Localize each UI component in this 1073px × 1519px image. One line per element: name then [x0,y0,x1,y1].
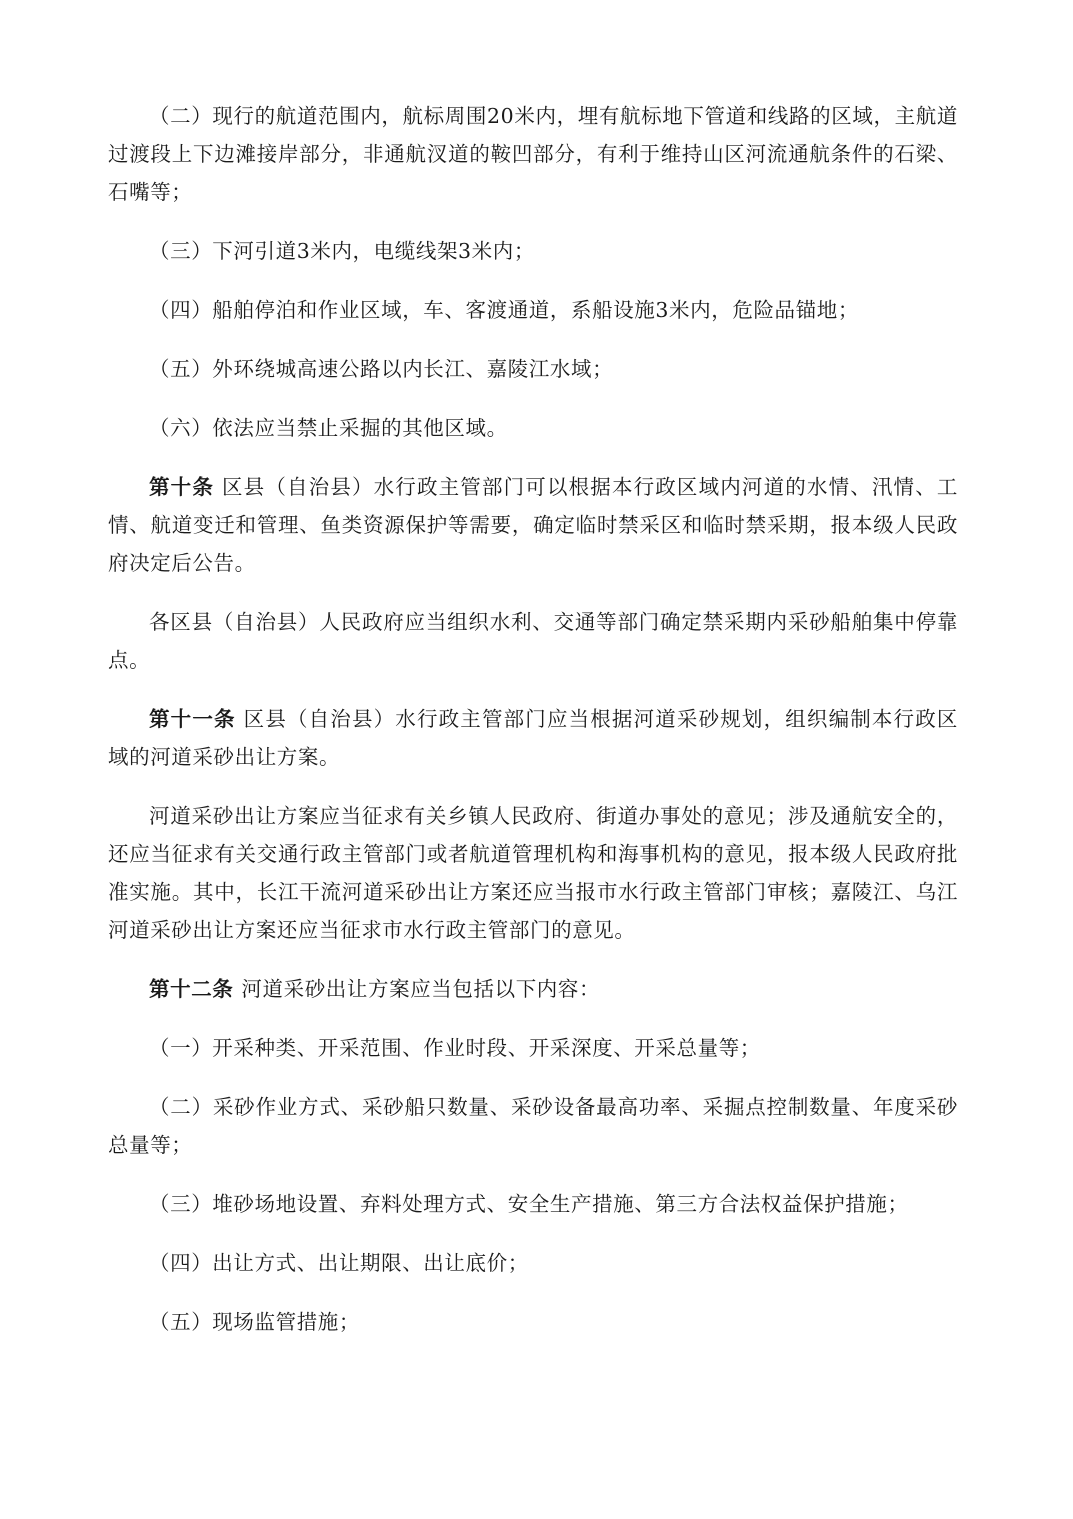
paragraph-text: （三）下河引道3米内，电缆线架3米内； [149,239,535,263]
body-paragraph [108,603,958,679]
clause-item [108,1303,958,1341]
paragraph-text: （三）堆砂场地设置、弃料处理方式、安全生产措施、第三方合法权益保护措施； [149,1192,909,1216]
paragraph-text: 区县（自治县）水行政主管部门应当根据河道采砂规划，组织编制本行政区域的河道采砂出让方案。 [108,707,958,769]
paragraph-text: 河道采砂出让方案应当征求有关乡镇人民政府、街道办事处的意见；涉及通航安全的，还应当征求有关交通行政主管部门或者航道管理机构和海事机构的意见，报本级人民政府批准实施。其中，长江干流河道采砂出让方案还应当报市水行政主管部门审核；嘉陵江、乌江河道采砂出让方案还应当征求市水行政主管部门的意见。 [108,804,958,942]
paragraph-text: （二）现行的航道范围内，航标周围20米内，埋有航标地下管道和线路的区域，主航道过渡段上下边滩接岸部分，非通航汊道的鞍凹部分，有利于维持山区河流通航条件的石梁、石嘴等； [108,104,958,204]
article-12 [108,970,958,1008]
article-10 [108,468,958,582]
article-number: 第十二条 [149,977,234,1001]
document-page [108,97,958,1362]
paragraph-text: （二）采砂作业方式、采砂船只数量、采砂设备最高功率、采掘点控制数量、年度采砂总量等； [108,1095,958,1157]
clause-item [108,1029,958,1067]
paragraph-text: 各区县（自治县）人民政府应当组织水利、交通等部门确定禁采期内采砂船舶集中停靠点。 [108,610,958,672]
paragraph-text: （四）船舶停泊和作业区域，车、客渡通道，系船设施3米内，危险品锚地； [149,298,859,322]
article-number: 第十条 [149,475,214,499]
clause-item [108,1185,958,1223]
clause-item [108,350,958,388]
clause-item [108,232,958,270]
article-number: 第十一条 [149,707,236,731]
clause-item [108,1088,958,1164]
clause-item [108,97,958,211]
clause-item [108,409,958,447]
paragraph-text: （六）依法应当禁止采掘的其他区域。 [149,416,508,440]
paragraph-text: （五）外环绕城高速公路以内长江、嘉陵江水域； [149,357,614,381]
body-paragraph [108,797,958,949]
paragraph-text: 河道采砂出让方案应当包括以下内容： [241,977,601,1001]
paragraph-text: （四）出让方式、出让期限、出让底价； [149,1251,529,1275]
paragraph-text: （五）现场监管措施； [149,1310,360,1334]
article-11 [108,700,958,776]
clause-item [108,291,958,329]
paragraph-text: 区县（自治县）水行政主管部门可以根据本行政区域内河道的水情、汛情、工情、航道变迁和管理、鱼类资源保护等需要，确定临时禁采区和临时禁采期，报本级人民政府决定后公告。 [108,475,958,575]
paragraph-text: （一）开采种类、开采范围、作业时段、开采深度、开采总量等； [149,1036,761,1060]
clause-item [108,1244,958,1282]
